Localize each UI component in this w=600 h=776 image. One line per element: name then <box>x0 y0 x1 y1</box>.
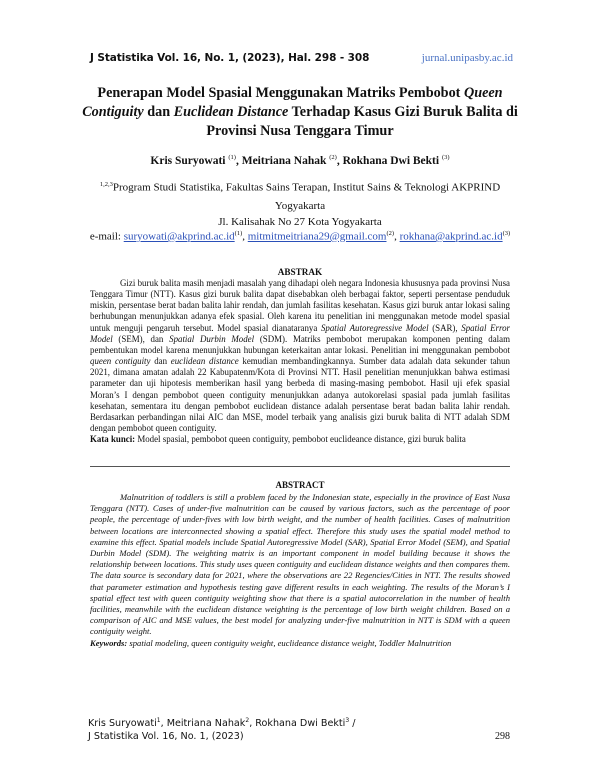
email-link-3[interactable]: rokhana@akprind.ac.id <box>399 230 503 243</box>
abstract-heading: ABSTRACT <box>275 480 325 490</box>
address: Jl. Kalisahak No 27 Kota Yogyakarta <box>218 216 382 228</box>
abstrak-body: Gizi buruk balita masih menjadi masalah yang dihadapi oleh negara Indonesia khususnya pada provinsi Nusa Tenggara Timur (NTT). Kasus gizi buruk balita dapat disebabkan oleh berbagai faktor, seperti persentase penduduk miskin, persentase berat badan balita lahir rendah, dan jumlah fasilitas kesehatan. Kasus gizi buruk antar lokasi saling berhubungan menunjukkan adanya efek spasial. Oleh karena itu penelitian ini menggunakan metode model spasial untuk menguji pengaruh tersebut. Model spasial dianataranya Spatial Autoregressive Model (SAR), Spatial Error Model (SEM), dan Spatial Durbin Model (SDM). Matriks pembobot merupakan komponen penting dalam pembentukan model karena menunjukkan hubungan keterkaitan antar lokasi. Penelitian ini menggunakan pembobot queen contiguity dan euclidean distance kemudian membandingkannya. Sumber data adalah data sekunder tahun 2021, dimana amatan adalah 22 Kabupatenm/Kota di Provinsi NTT. Hasil penelitian menunjukkan bahwa estimasi parameter dan uji hipotesis memberikan hasil yang berbeda di masing-masing pembobot. Hasil uji efek spasial Moran’s I dengan pembobot queen contiguity menunjukkan adanya autokorelasi spasial pada jumlah fasilitas kesehatan, sementara itu dengan pembobot euclidean distance adalah persentase berat badan balita lahir rendah. Berdasarkan perbandingan nilai AIC dan MSE, model terbaik yang analisis gizi buruk balita di NTT adalah SDM dengan pembobot queen contiguity. Kata kunci: Model spasial, pembobot queen contiguity, pembobot euclideance distance, gizi buruk balita <box>90 278 510 445</box>
page-number: 298 <box>495 731 510 742</box>
email-line: e-mail: $suryowati@akprind.ac.id^{(1)}$, mitmitmeitriana29@gmail.com$^{(2)}$, $rokhana@akprind.ac.id^{(3)}$ <box>89 230 511 243</box>
email-link-2[interactable]: mitmitmeitriana29@gmail.com <box>247 230 387 243</box>
author-list: Kris Suryowati $^{(1)}$, Meitriana Nahak $^{(2)}$, Rokhana Dwi Bekti $^{(3)}$ <box>150 154 450 167</box>
abstrak-heading: ABSTRAK <box>277 267 323 277</box>
abstract-keywords: Keywords: spatial modeling, queen contiguity weight, euclideance distance weight, Toddler Malnutrition <box>90 637 452 648</box>
abstrak-keywords: Kata kunci: Model spasial, pembobot queen contiguity, pembobot euclideance distance, gizi buruk balita <box>90 434 466 445</box>
email-link-1[interactable]: suryowati@akprind.ac.id <box>123 230 235 243</box>
journal-header: J Statistika Vol. 16, No. 1, (2023), Hal. 298 - 308 <box>90 52 370 64</box>
section-divider <box>90 466 510 467</box>
footer-authors: Kris Suryowati$^1$, Meitriana Nahak$^2$, Rokhana Dwi Bekti$^3$ / <box>88 717 356 730</box>
affiliation: $^{1,2,3}$Program Studi Statistika, Fakultas Sains Terapan, Institut Sains & Teknologi AKPRIND Yogyakarta <box>99 181 501 212</box>
journal-url-link[interactable]: jurnal.unipasby.ac.id <box>421 52 513 64</box>
paper-title: Penerapan Model Spasial Menggunakan Matriks Pembobot Queen Contiguity dan Euclidean Distance Terhadap Kasus Gizi Buruk Balita di Provinsi Nusa Tenggara Timur <box>82 85 518 139</box>
footer-journal: J Statistika Vol. 16, No. 1, (2023) <box>88 731 244 742</box>
abstract-body: Malnutrition of toddlers is still a problem faced by the Indonesian state, especially in the province of East Nusa Tenggara (NTT). Cases of under-five malnutrition can be caused by various factors, such as the percentage of poor people, the percentage of under-fives with low birth weight, and the number of health facilities. Cases of malnutrition between locations are interconnected showing a spatial effect. Therefore this study uses the spatial model method to examine this effect. Spatial models include Spatial Autoregressive Model (SAR), Spatial Error Model (SEM), and Spatial Durbin Model (SDM). The weighting matrix is an important component in model building because it shows the relationship between locations. This study uses queen contiguity and euclidean distance weights and then compares them. The data source is secondary data for 2021, where the observations are 22 Regencies/Cities in NTT. The results showed that parameter estimation and hypothesis testing gave different results in each weighting. The results of the Moran’s I spatial effect test with queen contiguity weighting show that there is a spatial autocorrelation in the number of health facilities, meanwhile with the euclidean distance weighting is the percentage of low birth weight children. Based on a comparison of AIC and MSE values, the best model for analyzing under-five malnutrition in NTT is SDM with a queen contiguity weight. Keywords: spatial modeling, queen contiguity weight, euclideance distance weight, Toddler Malnutrition <box>90 492 510 648</box>
